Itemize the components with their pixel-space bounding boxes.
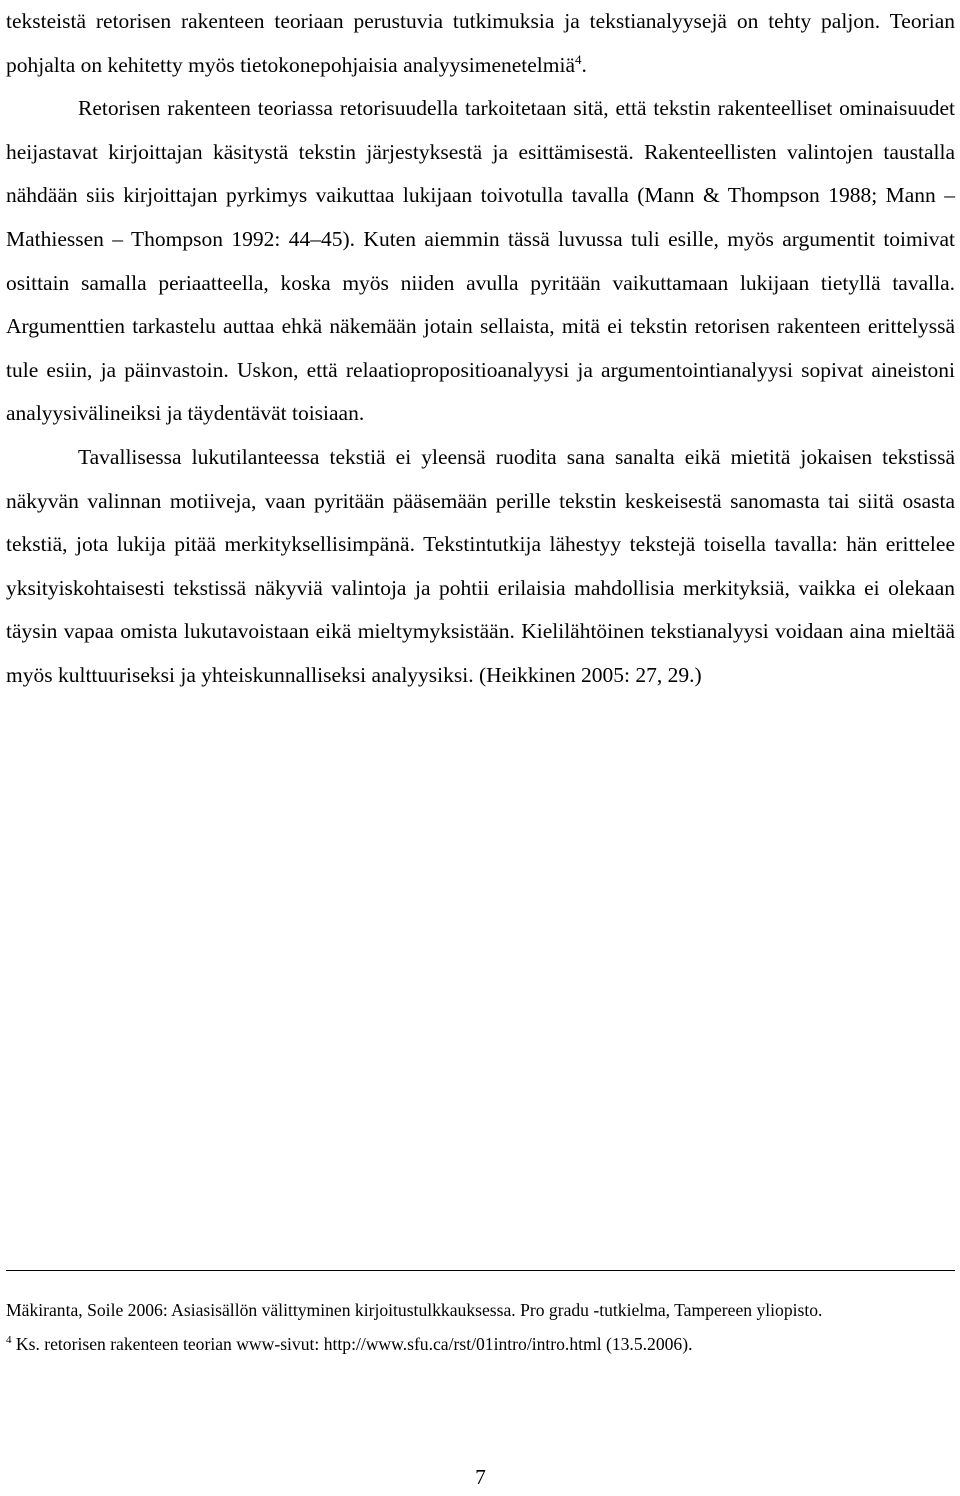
footnotes: [6, 1293, 955, 1361]
running-citation: Mäkiranta, Soile 2006: Asiasisällön välittyminen kirjoitustulkkauksessa. Pro gradu -tutkielma, Tampereen yliopisto.: [6, 1300, 823, 1320]
footnote-text: Ks. retorisen rakenteen teorian www-sivut: http://www.sfu.ca/rst/01intro/intro.html (13.5.2006).: [11, 1334, 693, 1354]
body-text: [6, 0, 955, 698]
paragraph-1-end: .: [581, 52, 587, 77]
footnote-marker: 4: [6, 1334, 12, 1347]
paragraph-1: [6, 0, 955, 87]
footnote-reference-4[interactable]: 4: [575, 51, 582, 67]
footnote-separator: [6, 1270, 955, 1271]
paragraph-3: Tavallisessa lukutilanteessa tekstiä ei yleensä ruodita sana sanalta eikä mietitä jokaisen tekstissä näkyvän valinnan motiiveja, vaan pyritään pääsemään perille tekstin keskeisestä sanomasta tai siitä osasta tekstiä, jota lukija pitää merkityksellisimpänä. Tekstintutkija lähestyy tekstejä toisella tavalla: hän erittelee yksityiskohtaisesti tekstissä näkyviä valintoja ja pohtii erilaisia mahdollisia merkityksiä, vaikka ei olekaan täysin vapaa omista lukutavoistaan eikä mieltymyksistään. Kielilähtöinen tekstianalyysi voidaan aina mieltää myös kulttuuriseksi ja yhteiskunnalliseksi analyysiksi. (Heikkinen 2005: 27, 29.): [6, 444, 955, 687]
footnote-4: [6, 1327, 955, 1361]
page-number: 7: [475, 1465, 486, 1489]
paragraph-1-text: teksteistä retorisen rakenteen teoriaan perustuvia tutkimuksia ja tekstianalyysejä on tehty paljon. Teorian pohjalta on kehitetty myös tietokonepohjaisia analyysimenetelmiä: [6, 9, 955, 77]
document-page: [6, 0, 955, 1496]
paragraph-2: Retorisen rakenteen teoriassa retorisuudella tarkoitetaan sitä, että tekstin rakenteelliset ominaisuudet heijastavat kirjoittajan käsitystä tekstin järjestyksestä ja esittämisestä. Rakenteellisten valintojen taustalla nähdään siis kirjoittajan pyrkimys vaikuttaa lukijaan toivotulla tavalla (Mann & Thompson 1988; Mann – Mathiessen – Thompson 1992: 44–45). Kuten aiemmin tässä luvussa tuli esille, myös argumentit toimivat osittain samalla periaatteella, koska myös niiden avulla pyritään vaikuttamaan lukijaan tietyllä tavalla. Argumenttien tarkastelu auttaa ehkä näkemään jotain sellaista, mitä ei tekstin retorisen rakenteen erittelyssä tule esiin, ja päinvastoin. Uskon, että relaatiopropositioanalyysi ja argumentointianalyysi sopivat aineistoni analyysivälineiksi ja täydentävät toisiaan.: [6, 96, 955, 426]
